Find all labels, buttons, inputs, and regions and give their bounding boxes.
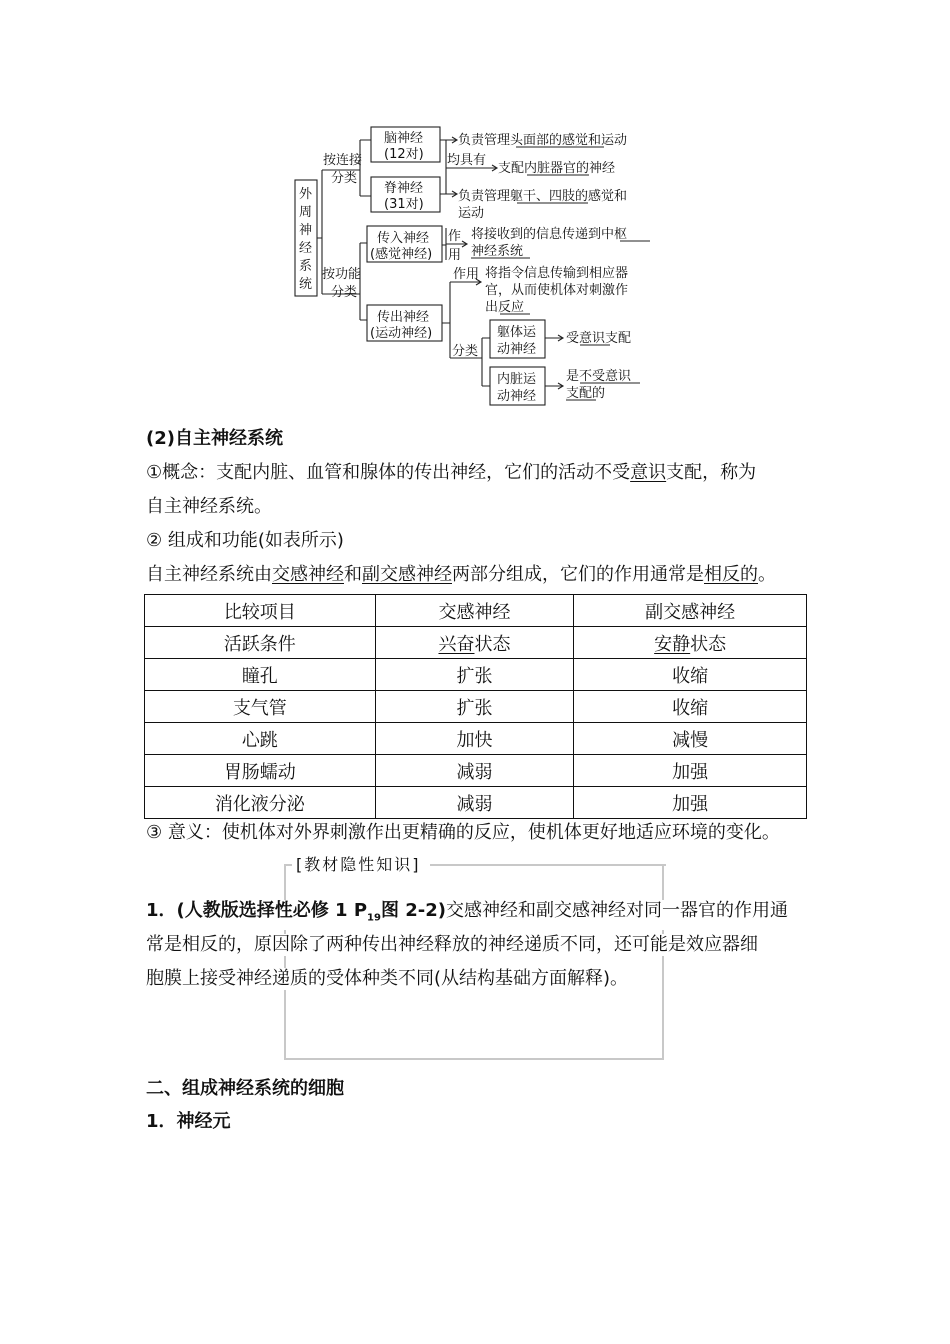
somatic-func: 受意识支配 [566,331,632,346]
brain-nerve: 脑神经 [384,131,424,146]
act-1: 作 [448,229,462,244]
autonomic-func-1: 是不受意识 [566,369,632,384]
svg-text:周: 周 [299,205,313,220]
table-cell: 加强 [574,787,807,819]
somatic-1: 躯体运 [497,325,537,340]
connection-bracket [360,140,371,196]
question-line-1: 1．(人教版选择性必修 1 $P_{19}$图 2-2)交感神经和副交感神经对同一器官的作用通 [146,900,788,930]
svg-text:经: 经 [299,241,313,256]
knowledge-panel [284,864,664,1060]
by-function-label-1: 按功能 [322,267,362,282]
table-cell: 收缩 [574,659,807,691]
table-row [145,659,807,691]
efferent-alt: (运动神经) [370,326,433,341]
significance-line: ③ 意义：使机体对外界刺激作出更精确的反应，使机体更好地适应环境的变化。 [146,822,780,843]
function-bracket [360,243,367,320]
table-cell: 收缩 [574,691,807,723]
act-2: 用 [448,248,462,263]
svg-text:外: 外 [299,187,313,202]
question-line-2: 常是相反的，原因除了两种传出神经释放的神经递质不同，还可能是效应器细 [146,934,758,955]
autonomic-2: 动神经 [497,389,537,404]
header-cell: 比较项目 [145,595,376,627]
classify: 分类 [452,344,479,359]
act: 作用 [453,267,480,282]
svg-text:统: 统 [299,277,313,292]
somatic-2: 动神经 [497,342,537,357]
table-cell: 支气管 [145,691,376,723]
efferent-func-3: 出反应 [485,300,525,315]
table-cell: 消化液分泌 [145,787,376,819]
concept-line-2: 自主神经系统。 [146,496,272,517]
efferent: 传出神经 [377,310,430,325]
svg-text:神: 神 [299,223,313,238]
table-cell: 胃肠蠕动 [145,755,376,787]
afferent: 传入神经 [377,231,430,246]
arrow-autonomic [545,383,563,389]
autonomic-1: 内脏运 [497,372,537,387]
brain-func: 负责管理头面部的感觉和运动 [458,133,628,148]
table-cell: 加快 [375,723,574,755]
header-cell: 交感神经 [375,595,574,627]
header-cell: 副交感神经 [574,595,807,627]
question-line-3: 胞膜上接受神经递质的受体种类不同(从结构基础方面解释)。 [146,968,629,989]
panel-border-right [430,864,666,866]
afferent-func-2: 神经系统 [471,244,524,259]
spinal-func-1: 负责管理躯干、四肢的感觉和 [458,189,628,204]
table-row [145,755,807,787]
summary-line: 自主神经系统由交感神经和副交感神经两部分组成，它们的作用通常是相反的。 [146,564,776,585]
section-heading: (2)自主神经系统 [146,428,283,449]
table-row [145,691,807,723]
table-cell: 加强 [574,755,807,787]
arrow-spinal [440,191,457,197]
table-cell: 扩张 [375,659,574,691]
afferent-func-1: 将接收到的信息传递到中枢 [471,227,628,242]
by-function-label-2: 分类 [331,285,358,300]
arrow-somatic [545,335,563,341]
table-row [145,627,807,659]
spinal-nerve: 脊神经 [384,181,424,196]
table-row [145,723,807,755]
table-row [145,787,807,819]
table-cell: 减弱 [375,787,574,819]
panel-border-left [284,864,292,866]
table-cell: 瞳孔 [145,659,376,691]
comparison-table [144,594,807,819]
table-cell: 减慢 [574,723,807,755]
table-cell: 安静状态 [574,627,807,659]
section3-sub: 1．神经元 [146,1111,231,1132]
afferent-alt: (感觉神经) [370,247,433,262]
by-connection-label-1: 按连接 [323,153,363,168]
section3-heading: 二、组成神经系统的细胞 [146,1078,344,1099]
table-cell: 扩张 [375,691,574,723]
spinal-nerve-count: (31对) [384,197,424,212]
svg-text:系: 系 [299,259,313,274]
by-connection-label-2: 分类 [331,171,358,186]
arrow-brain [440,137,457,143]
brain-nerve-count: (12对) [384,147,424,162]
table-cell: 兴奋状态 [375,627,574,659]
table-cell: 活跃条件 [145,627,376,659]
concept-line: ①概念：支配内脏、血管和腺体的传出神经，它们的活动不受意识支配，称为 [146,462,757,483]
table-header-row [145,595,807,627]
table-cell: 减弱 [375,755,574,787]
efferent-func-1: 将指令信息传输到相应器 [485,266,629,281]
visceral: 支配内脏器官的神经 [498,161,616,176]
table-cell: 心跳 [145,723,376,755]
peripheral-nervous-system-diagram [0,0,950,420]
autonomic-func-2: 支配的 [566,386,606,401]
both-have: 均具有 [447,153,487,168]
composition-line: ② 组成和功能(如表所示) [146,530,344,551]
panel-title: [教材隐性知识] [294,852,423,875]
efferent-func-2: 官，从而使机体对刺激作 [485,283,629,298]
spinal-func-2: 运动 [458,206,485,221]
